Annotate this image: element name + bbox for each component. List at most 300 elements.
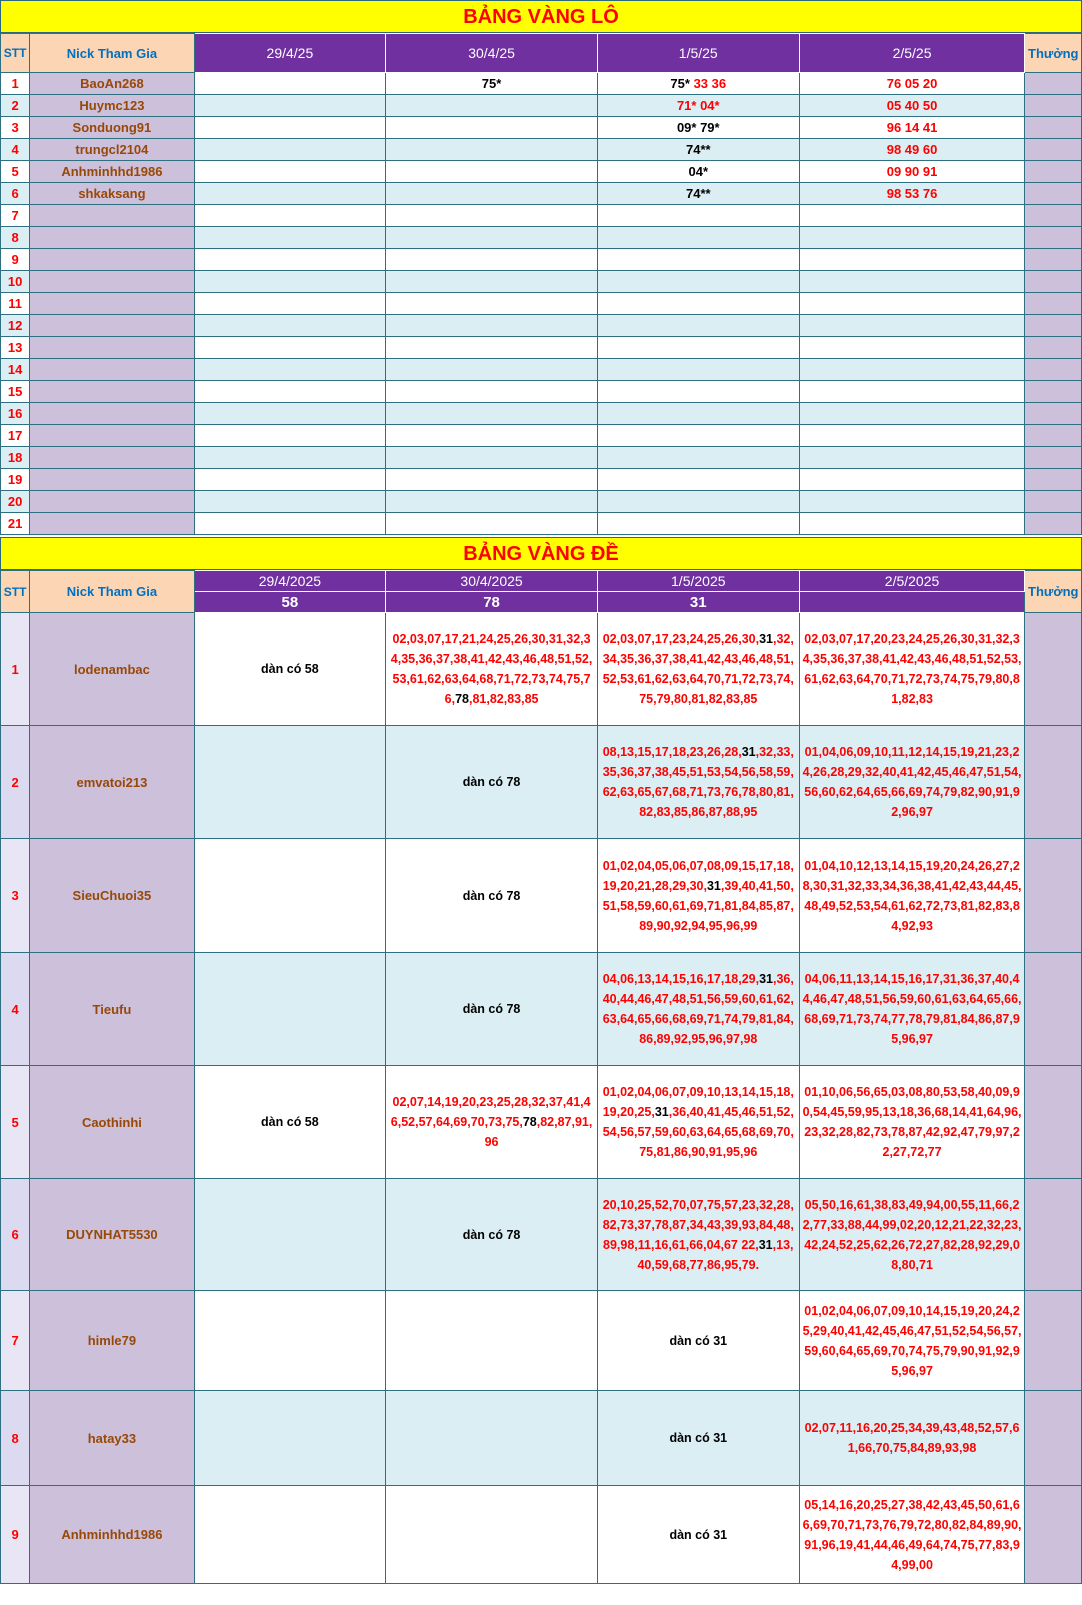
row-cell bbox=[194, 117, 386, 139]
cell-text: 78 bbox=[455, 692, 469, 706]
row-nick: shkaksang bbox=[30, 183, 194, 205]
row-cell bbox=[597, 953, 799, 1066]
row-cell bbox=[194, 403, 386, 425]
row-stt: 14 bbox=[1, 359, 30, 381]
table-row bbox=[1, 205, 1082, 227]
row-cell bbox=[386, 1291, 598, 1391]
row-nick: himle79 bbox=[30, 1291, 194, 1391]
cell-text: 01,02,04,05,06,07,08,09,15,17,18,19,20,21,28,29,30, bbox=[602, 858, 794, 893]
row-cell bbox=[194, 227, 386, 249]
row-cell bbox=[386, 249, 598, 271]
row-cell bbox=[597, 161, 799, 183]
cell-text: 74** bbox=[685, 186, 711, 201]
row-cell bbox=[386, 726, 598, 839]
row-cell bbox=[386, 205, 598, 227]
cell-text: 02,07,14,19,20,23,25,28,32,37,41,46,52,57,64,69,70,73,75, bbox=[390, 1095, 591, 1129]
de-table bbox=[0, 570, 1082, 1584]
row-cell bbox=[386, 1066, 598, 1179]
row-nick bbox=[30, 205, 194, 227]
table-row bbox=[1, 161, 1082, 183]
row-thuong bbox=[1025, 381, 1082, 403]
row-cell bbox=[194, 249, 386, 271]
row-cell bbox=[597, 469, 799, 491]
table-row bbox=[1, 95, 1082, 117]
row-cell bbox=[194, 1391, 386, 1486]
row-thuong bbox=[1025, 1291, 1082, 1391]
cell-text: dàn có 58 bbox=[261, 1115, 319, 1129]
row-cell bbox=[194, 73, 386, 95]
row-cell bbox=[799, 1066, 1025, 1179]
row-nick bbox=[30, 249, 194, 271]
row-cell bbox=[597, 513, 799, 535]
de-header-stt: STT bbox=[1, 571, 30, 613]
row-cell bbox=[799, 469, 1025, 491]
de-title: BẢNG VÀNG ĐỀ bbox=[0, 537, 1082, 570]
row-nick: lodenambac bbox=[30, 613, 194, 726]
row-cell bbox=[597, 381, 799, 403]
row-cell bbox=[386, 1391, 598, 1486]
row-cell bbox=[386, 381, 598, 403]
cell-text: 31 bbox=[654, 1105, 669, 1119]
row-cell bbox=[194, 425, 386, 447]
row-cell bbox=[799, 1486, 1025, 1584]
de-header-date: 29/4/2025 bbox=[194, 571, 386, 592]
row-cell bbox=[597, 403, 799, 425]
row-cell bbox=[799, 1391, 1025, 1486]
row-nick bbox=[30, 293, 194, 315]
lo-header-date: 1/5/25 bbox=[597, 34, 799, 73]
row-nick bbox=[30, 403, 194, 425]
row-stt: 3 bbox=[1, 117, 30, 139]
row-thuong bbox=[1025, 359, 1082, 381]
row-cell bbox=[386, 491, 598, 513]
cell-text: 08,13,15,17,18,23,26,28, bbox=[602, 745, 742, 759]
table-row bbox=[1, 271, 1082, 293]
row-cell bbox=[194, 337, 386, 359]
row-thuong bbox=[1025, 249, 1082, 271]
cell-text: dàn có 78 bbox=[462, 888, 521, 903]
row-cell bbox=[597, 249, 799, 271]
table-row bbox=[1, 1179, 1082, 1291]
row-cell bbox=[194, 95, 386, 117]
cell-text: 75* bbox=[670, 76, 694, 91]
lo-header-thuong: Thưởng bbox=[1025, 34, 1082, 73]
row-cell bbox=[386, 1486, 598, 1584]
cell-text: 02,07,11,16,20,25,34,39,43,48,52,57,61,66,70,75,84,89,93,98 bbox=[804, 1421, 1020, 1455]
cell-text: 04,06,11,13,14,15,16,17,31,36,37,40,44,46,47,48,51,56,59,60,61,63,64,65,66,68,69,71,73,74,77,78,79,81,84,86,87,95,96,97 bbox=[802, 972, 1022, 1046]
row-cell bbox=[597, 726, 799, 839]
row-cell bbox=[799, 513, 1025, 535]
row-stt: 2 bbox=[1, 95, 30, 117]
row-cell bbox=[386, 359, 598, 381]
cell-text: 01,10,06,56,65,03,08,80,53,58,40,09,90,54,45,59,95,13,18,36,68,14,41,64,96,23,32,28,82,73,78,87,42,92,47,79,97,22,27,72,77 bbox=[802, 1085, 1022, 1159]
row-nick: trungcl2104 bbox=[30, 139, 194, 161]
table-row bbox=[1, 117, 1082, 139]
lo-title: BẢNG VÀNG LÔ bbox=[0, 0, 1082, 33]
row-stt: 7 bbox=[1, 205, 30, 227]
row-cell bbox=[799, 403, 1025, 425]
table-row bbox=[1, 227, 1082, 249]
row-cell bbox=[799, 1291, 1025, 1391]
cell-text: dàn có 78 bbox=[462, 1227, 521, 1242]
de-header-date: 2/5/2025 bbox=[799, 571, 1025, 592]
row-thuong bbox=[1025, 161, 1082, 183]
cell-text: 04* bbox=[688, 164, 709, 179]
table-row bbox=[1, 513, 1082, 535]
cell-text: ,81,82,83,85 bbox=[468, 692, 539, 706]
row-nick bbox=[30, 359, 194, 381]
table-row bbox=[1, 249, 1082, 271]
row-cell bbox=[597, 117, 799, 139]
row-cell bbox=[386, 513, 598, 535]
row-cell bbox=[799, 183, 1025, 205]
cell-text: 05,50,16,61,38,83,49,94,00,55,11,66,22,77,33,88,44,99,02,20,12,21,22,32,23,42,24,52,25,62,26,72,27,82,28,92,29,08,80,71 bbox=[802, 1197, 1022, 1272]
table-row bbox=[1, 1291, 1082, 1391]
row-thuong bbox=[1025, 953, 1082, 1066]
lo-header-date: 29/4/25 bbox=[194, 34, 386, 73]
row-thuong bbox=[1025, 1486, 1082, 1584]
row-cell bbox=[194, 381, 386, 403]
row-stt: 5 bbox=[1, 1066, 30, 1179]
row-nick: DUYNHAT5530 bbox=[30, 1179, 194, 1291]
cell-text: 98 53 76 bbox=[886, 186, 938, 201]
row-cell bbox=[386, 73, 598, 95]
row-cell bbox=[799, 139, 1025, 161]
row-stt: 1 bbox=[1, 613, 30, 726]
row-cell bbox=[597, 1486, 799, 1584]
row-cell bbox=[386, 447, 598, 469]
row-cell bbox=[597, 839, 799, 953]
row-cell bbox=[386, 613, 598, 726]
row-cell bbox=[386, 469, 598, 491]
row-cell bbox=[597, 1391, 799, 1486]
row-thuong bbox=[1025, 613, 1082, 726]
row-cell bbox=[194, 161, 386, 183]
lo-header-date: 30/4/25 bbox=[386, 34, 598, 73]
row-stt: 6 bbox=[1, 183, 30, 205]
row-nick: Sonduong91 bbox=[30, 117, 194, 139]
row-cell bbox=[194, 293, 386, 315]
cell-text: 01,04,06,09,10,11,12,14,15,19,21,23,24,26,28,29,32,40,41,42,45,46,47,51,54,56,60,62,64,65,66,69,74,79,82,90,91,92,96,97 bbox=[802, 745, 1022, 819]
table-row bbox=[1, 1391, 1082, 1486]
lo-body bbox=[1, 73, 1082, 535]
cell-text: ,39,40,41,50,51,58,59,60,61,69,71,81,84,85,87,89,90,92,94,95,96,99 bbox=[602, 878, 794, 933]
row-cell bbox=[597, 293, 799, 315]
row-thuong bbox=[1025, 1179, 1082, 1291]
row-cell bbox=[799, 73, 1025, 95]
row-cell bbox=[597, 227, 799, 249]
row-cell bbox=[799, 293, 1025, 315]
cell-text: 31 bbox=[759, 632, 773, 646]
row-cell bbox=[799, 117, 1025, 139]
row-cell bbox=[597, 491, 799, 513]
de-result: 58 bbox=[194, 592, 386, 613]
row-stt: 4 bbox=[1, 953, 30, 1066]
table-row bbox=[1, 839, 1082, 953]
cell-text: 05 40 50 bbox=[886, 98, 938, 113]
cell-text: 04,06,13,14,15,16,17,18,29, bbox=[602, 972, 760, 986]
row-cell bbox=[799, 425, 1025, 447]
table-row bbox=[1, 491, 1082, 513]
row-cell bbox=[386, 227, 598, 249]
lo-header-date: 2/5/25 bbox=[799, 34, 1025, 73]
row-cell bbox=[597, 1291, 799, 1391]
cell-text: 78 bbox=[522, 1115, 537, 1129]
cell-text: 71* 04* bbox=[676, 98, 720, 113]
row-cell bbox=[799, 381, 1025, 403]
row-nick: Anhminhhd1986 bbox=[30, 161, 194, 183]
row-cell bbox=[194, 953, 386, 1066]
row-stt: 12 bbox=[1, 315, 30, 337]
row-stt: 8 bbox=[1, 1391, 30, 1486]
row-nick bbox=[30, 491, 194, 513]
cell-text: 76 05 20 bbox=[886, 76, 938, 91]
row-cell bbox=[597, 95, 799, 117]
cell-text: 31 bbox=[741, 745, 756, 759]
row-cell bbox=[194, 1486, 386, 1584]
cell-text: 01,04,10,12,13,14,15,19,20,24,26,27,28,30,31,32,33,34,36,38,41,42,43,44,45,48,49,52,53,54,61,62,72,73,81,82,83,84,92,93 bbox=[802, 858, 1022, 933]
row-nick: Huymc123 bbox=[30, 95, 194, 117]
row-stt: 8 bbox=[1, 227, 30, 249]
table-row bbox=[1, 139, 1082, 161]
table-row bbox=[1, 1066, 1082, 1179]
row-stt: 3 bbox=[1, 839, 30, 953]
row-cell bbox=[194, 183, 386, 205]
row-cell bbox=[386, 293, 598, 315]
row-cell bbox=[799, 447, 1025, 469]
row-cell bbox=[597, 1179, 799, 1291]
de-result: 31 bbox=[597, 592, 799, 613]
lo-header-nick: Nick Tham Gia bbox=[30, 34, 194, 73]
table-row bbox=[1, 425, 1082, 447]
row-thuong bbox=[1025, 205, 1082, 227]
row-cell bbox=[597, 271, 799, 293]
row-cell bbox=[194, 491, 386, 513]
cell-text: 09* 79* bbox=[676, 120, 720, 135]
row-cell bbox=[799, 205, 1025, 227]
cell-text: 75* bbox=[481, 76, 502, 91]
row-cell bbox=[799, 95, 1025, 117]
cell-text: 02,03,07,17,23,24,25,26,30, bbox=[602, 632, 760, 646]
row-stt: 21 bbox=[1, 513, 30, 535]
row-stt: 4 bbox=[1, 139, 30, 161]
row-nick: hatay33 bbox=[30, 1391, 194, 1486]
row-nick bbox=[30, 513, 194, 535]
row-thuong bbox=[1025, 227, 1082, 249]
row-stt: 16 bbox=[1, 403, 30, 425]
row-cell bbox=[194, 447, 386, 469]
row-cell bbox=[194, 839, 386, 953]
row-cell bbox=[386, 337, 598, 359]
row-nick: emvatoi213 bbox=[30, 726, 194, 839]
row-thuong bbox=[1025, 315, 1082, 337]
row-cell bbox=[799, 359, 1025, 381]
row-cell bbox=[386, 139, 598, 161]
row-nick: Tieufu bbox=[30, 953, 194, 1066]
row-thuong bbox=[1025, 139, 1082, 161]
row-cell bbox=[386, 183, 598, 205]
row-thuong bbox=[1025, 293, 1082, 315]
de-header-date: 30/4/2025 bbox=[386, 571, 598, 592]
row-thuong bbox=[1025, 95, 1082, 117]
row-stt: 5 bbox=[1, 161, 30, 183]
row-thuong bbox=[1025, 839, 1082, 953]
row-cell bbox=[597, 1066, 799, 1179]
row-cell bbox=[386, 315, 598, 337]
cell-text: 74** bbox=[685, 142, 711, 157]
row-nick: BaoAn268 bbox=[30, 73, 194, 95]
row-thuong bbox=[1025, 469, 1082, 491]
row-cell bbox=[194, 1066, 386, 1179]
row-cell bbox=[194, 1291, 386, 1391]
row-stt: 18 bbox=[1, 447, 30, 469]
row-cell bbox=[799, 315, 1025, 337]
row-nick bbox=[30, 447, 194, 469]
row-thuong bbox=[1025, 726, 1082, 839]
de-header-nick: Nick Tham Gia bbox=[30, 571, 194, 613]
lo-header-stt: STT bbox=[1, 34, 30, 73]
row-stt: 10 bbox=[1, 271, 30, 293]
row-cell bbox=[386, 95, 598, 117]
cell-text: ,13,40,59,68,77,86,95,79. bbox=[637, 1237, 794, 1272]
row-stt: 1 bbox=[1, 73, 30, 95]
row-cell bbox=[386, 161, 598, 183]
de-header-thuong: Thưởng bbox=[1025, 571, 1082, 613]
cell-text: 31 bbox=[759, 972, 773, 986]
row-nick bbox=[30, 271, 194, 293]
row-nick: SieuChuoi35 bbox=[30, 839, 194, 953]
cell-text: ,82,87,91,96 bbox=[484, 1115, 593, 1149]
row-cell bbox=[386, 425, 598, 447]
row-cell bbox=[194, 139, 386, 161]
table-row bbox=[1, 337, 1082, 359]
row-cell bbox=[386, 403, 598, 425]
table-row bbox=[1, 293, 1082, 315]
row-cell bbox=[799, 271, 1025, 293]
row-thuong bbox=[1025, 491, 1082, 513]
cell-text: ,32,34,35,36,37,38,41,42,43,46,48,51,52,53,61,62,63,64,70,71,72,73,74,75,79,80,81,82,83,85 bbox=[602, 632, 794, 706]
row-stt: 9 bbox=[1, 249, 30, 271]
cell-text: 02,03,07,17,21,24,25,26,30,31,32,34,35,36,37,38,41,42,43,46,48,51,52,53,61,62,63,64,68,71,72,73,74,75,76, bbox=[390, 632, 593, 706]
cell-text: 09 90 91 bbox=[886, 164, 938, 179]
cell-text: ,36,40,41,45,46,51,52,54,56,57,59,60,63,64,65,68,69,70,75,81,86,90,91,95,96 bbox=[602, 1105, 794, 1159]
table-row bbox=[1, 447, 1082, 469]
row-cell bbox=[194, 359, 386, 381]
row-nick bbox=[30, 315, 194, 337]
row-cell bbox=[597, 425, 799, 447]
table-row bbox=[1, 613, 1082, 726]
table-row bbox=[1, 403, 1082, 425]
row-stt: 20 bbox=[1, 491, 30, 513]
row-cell bbox=[597, 359, 799, 381]
row-cell bbox=[194, 726, 386, 839]
row-thuong bbox=[1025, 271, 1082, 293]
table-row bbox=[1, 315, 1082, 337]
table-row bbox=[1, 1486, 1082, 1584]
row-nick bbox=[30, 425, 194, 447]
table-row bbox=[1, 73, 1082, 95]
row-stt: 6 bbox=[1, 1179, 30, 1291]
cell-text: ,32,33,35,36,37,38,45,51,53,54,56,58,59,62,63,65,67,68,71,73,76,78,80,81,82,83,85,86,87,88,95 bbox=[602, 745, 794, 819]
row-thuong bbox=[1025, 1391, 1082, 1486]
row-cell bbox=[799, 227, 1025, 249]
row-cell bbox=[799, 613, 1025, 726]
cell-text: dàn có 31 bbox=[669, 1527, 728, 1542]
row-thuong bbox=[1025, 425, 1082, 447]
row-nick bbox=[30, 469, 194, 491]
de-result bbox=[799, 592, 1025, 613]
row-cell bbox=[386, 839, 598, 953]
table-row bbox=[1, 726, 1082, 839]
cell-text: 98 49 60 bbox=[886, 142, 938, 157]
cell-text: dàn có 78 bbox=[462, 1002, 521, 1016]
cell-text: 33 36 bbox=[693, 76, 727, 91]
row-thuong bbox=[1025, 403, 1082, 425]
row-cell bbox=[799, 249, 1025, 271]
row-cell bbox=[194, 613, 386, 726]
cell-text: 96 14 41 bbox=[886, 120, 938, 135]
row-nick: Anhminhhd1986 bbox=[30, 1486, 194, 1584]
cell-text: 05,14,16,20,25,27,38,42,43,45,50,61,66,69,70,71,73,76,79,72,80,82,84,89,90,91,96,19,41,44,46,49,64,74,75,77,83,94,99,00 bbox=[802, 1497, 1022, 1572]
cell-text: ,36,40,44,46,47,48,51,56,59,60,61,62,63,64,65,66,68,69,71,74,79,81,84,86,89,92,95,96,97,98 bbox=[602, 972, 794, 1046]
row-stt: 13 bbox=[1, 337, 30, 359]
cell-text: 01,02,04,06,07,09,10,13,14,15,18,19,20,25, bbox=[602, 1085, 794, 1119]
de-body bbox=[1, 613, 1082, 1584]
row-stt: 15 bbox=[1, 381, 30, 403]
de-result: 78 bbox=[386, 592, 598, 613]
table-row bbox=[1, 183, 1082, 205]
row-cell bbox=[194, 271, 386, 293]
table-row bbox=[1, 953, 1082, 1066]
row-stt: 9 bbox=[1, 1486, 30, 1584]
row-nick bbox=[30, 381, 194, 403]
cell-text: 02,03,07,17,20,23,24,25,26,30,31,32,34,35,36,37,38,41,42,43,46,48,51,52,53,61,62,63,64,70,71,72,73,74,75,79,80,81,82,83 bbox=[802, 632, 1022, 706]
row-cell bbox=[799, 491, 1025, 513]
row-cell bbox=[597, 139, 799, 161]
row-thuong bbox=[1025, 117, 1082, 139]
cell-text: dàn có 78 bbox=[462, 775, 521, 789]
row-cell bbox=[799, 161, 1025, 183]
row-cell bbox=[386, 1179, 598, 1291]
row-cell bbox=[799, 337, 1025, 359]
row-cell bbox=[799, 726, 1025, 839]
row-cell bbox=[597, 73, 799, 95]
row-cell bbox=[799, 839, 1025, 953]
row-cell bbox=[386, 117, 598, 139]
row-nick: Caothinhi bbox=[30, 1066, 194, 1179]
row-cell bbox=[386, 953, 598, 1066]
row-cell bbox=[799, 953, 1025, 1066]
row-cell bbox=[597, 447, 799, 469]
row-thuong bbox=[1025, 183, 1082, 205]
cell-text: 31 bbox=[758, 1237, 773, 1252]
row-cell bbox=[194, 1179, 386, 1291]
row-stt: 17 bbox=[1, 425, 30, 447]
de-header-date: 1/5/2025 bbox=[597, 571, 799, 592]
row-cell bbox=[194, 205, 386, 227]
cell-text: dàn có 31 bbox=[669, 1333, 728, 1348]
table-row bbox=[1, 359, 1082, 381]
lo-table bbox=[0, 33, 1082, 535]
row-cell bbox=[194, 315, 386, 337]
row-thuong bbox=[1025, 513, 1082, 535]
row-cell bbox=[597, 315, 799, 337]
row-thuong bbox=[1025, 337, 1082, 359]
row-cell bbox=[386, 271, 598, 293]
row-cell bbox=[597, 205, 799, 227]
row-cell bbox=[799, 1179, 1025, 1291]
row-thuong bbox=[1025, 447, 1082, 469]
